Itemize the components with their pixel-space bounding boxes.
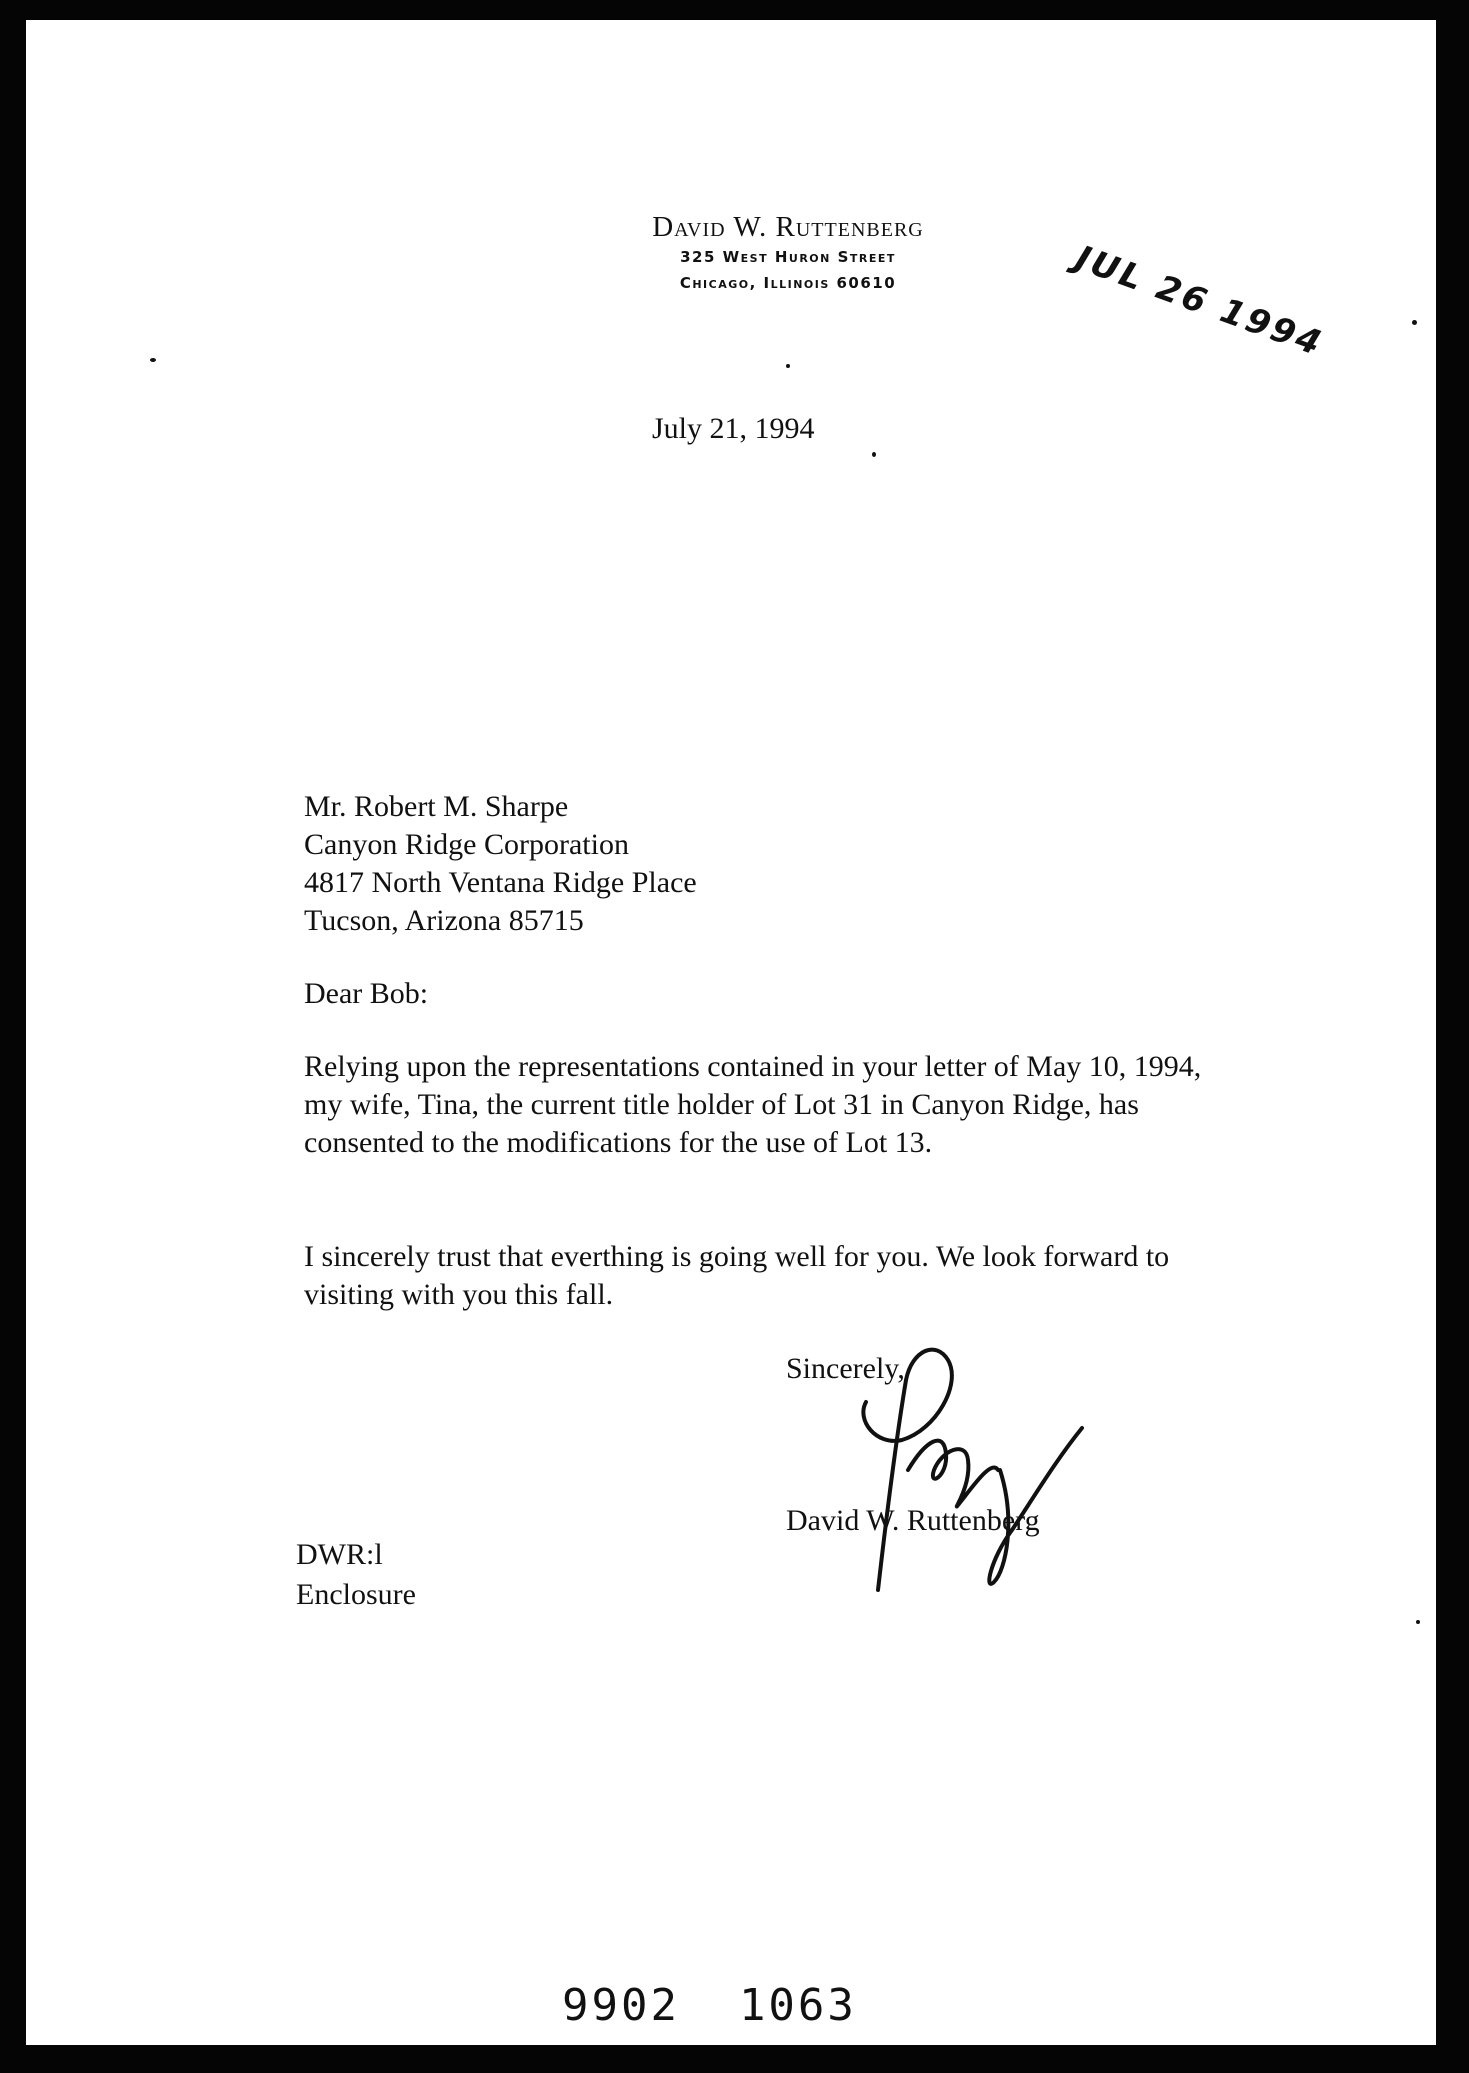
closing: Sincerely, [786,1352,905,1385]
recipient-company: Canyon Ridge Corporation [304,828,629,861]
scan-speck [150,358,156,362]
document-number: 9902 1063 [562,1980,857,2031]
body-paragraph: I sincerely trust that everthing is going well for you. We look forward to visiting with you this fall. [304,1240,1170,1311]
typist-initials: DWR:l [296,1538,383,1571]
recipient-name: Mr. Robert M. Sharpe [304,790,569,823]
scan-speck [786,364,790,368]
body-paragraph: Relying upon the representations contained in your letter of May 10, 1994, my wife, Tina, the current title holder of Lot 31 in Canyon Ridge, has consented to the modifications for the use of Lot 13. [304,1050,1202,1159]
letter-page [26,20,1436,2045]
letter-date: July 21, 1994 [652,412,815,445]
salutation: Dear Bob: [304,977,429,1010]
recipient-address [304,788,697,940]
signer-name: David W. Ruttenberg [786,1504,1040,1537]
recipient-street: 4817 North Ventana Ridge Place [304,866,697,899]
scan-speck [1412,320,1417,325]
letterhead-city: Chicago, Illinois 60610 [679,274,897,292]
letterhead-name: David W. Ruttenberg [652,211,924,243]
letterhead-street: 325 West Huron Street [680,248,896,266]
scan-speck [1416,1620,1420,1624]
letterhead [568,210,1008,296]
enclosure-note: Enclosure [296,1578,416,1611]
received-date-stamp: JUL 26 1994 [1070,238,1329,365]
recipient-city: Tucson, Arizona 85715 [304,904,584,937]
scan-speck [872,452,876,457]
handwritten-signature [816,1320,1116,1600]
